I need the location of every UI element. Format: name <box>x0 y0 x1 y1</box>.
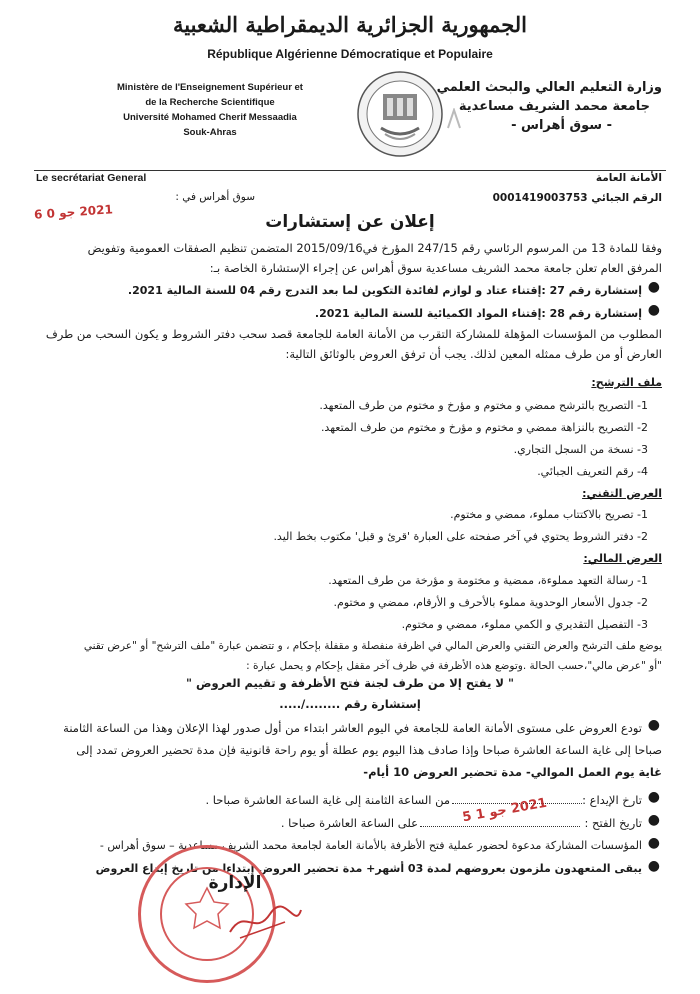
envelope-quote: " لا يفتح إلا من طرف لجنة فتح الأظرفة و تقييم العروض " <box>186 676 514 690</box>
list-item: 4- رقم التعريف الجبائي. <box>537 465 648 478</box>
section-financial-title: العرض المالي: <box>583 552 662 565</box>
header-divider <box>34 170 666 171</box>
date-stamp: 2021 جو 0 6 <box>33 202 114 222</box>
bullet-icon: ● <box>647 835 660 851</box>
invitation-line: المؤسسات المشاركة مدعوة لحضور عملية فتح الأظرفة بالأمانة العامة لجامعة محمد الشريف مساعدية – سوق أهراس - <box>99 839 642 852</box>
consultation-28: إستشارة رقم 28 :إقتناء المواد الكميائية للسنة المالية 2021. <box>314 307 642 320</box>
list-item: 3- التفصيل التقديري و الكمي مملوء، ممضي و مختوم. <box>401 618 648 631</box>
intro-line-1: وفقا للمادة 13 من المرسوم الرئاسي رقم 247/15 المؤرخ في2015/09/16 المتضمن تنظيم الصفقات العمومية وتفويض <box>87 241 662 255</box>
validity-line: يبقى المتعهدون ملزمون بعروضهم لمدة 03 أشهر+ مدة تحضير العروض إبتداءا من تاريخ إيداع العروض <box>95 862 642 875</box>
envelope-line-2: "أو "عرض مالي"،حسب الحالة .وتوضع هذه الأظرفة في ظرف آخر مقفل بإحكام و يحمل عبارة : <box>246 660 662 672</box>
bullet-icon: ● <box>647 302 660 318</box>
secretariat-ar: الأمانة العامة <box>595 172 662 184</box>
bullet-icon: ● <box>647 858 660 874</box>
header-right-line-2: جامعة محمد الشريف مساعدية <box>458 99 650 114</box>
deposit-line-3: غاية يوم العمل الموالي- مدة تحضير العروض 10 أيام- <box>363 765 662 779</box>
header-left-line-1: Ministère de l'Enseignement Supérieur et <box>117 82 303 93</box>
bullet-icon: ● <box>647 812 660 828</box>
bullet-icon: ● <box>647 789 660 805</box>
header-right-line-1: وزارة التعليم العالي والبحث العلمي <box>436 80 662 95</box>
requirement-line-1: المطلوب من المؤسسات المؤهلة للمشاركة التقرب من الأمانة العامة للجامعة قصد سحب دفتر الشروط و يكون السحب من طرف <box>45 327 662 341</box>
header-left-line-2: de la Recherche Scientifique <box>145 97 275 108</box>
deposit-date-stamp: 2021 جو 1 5 <box>461 795 549 826</box>
list-item: 1- رسالة التعهد مملوءة، ممضية و مختومة و مؤرخة من طرف المتعهد. <box>328 574 648 587</box>
header-right-line-3: - سوق أهراس - <box>511 118 612 133</box>
consultation-number-placeholder: إستشارة رقم ......../..... <box>279 697 421 711</box>
secretariat-fr: Le secrétariat General <box>36 172 147 184</box>
deposit-date-label: تارخ الإيداع : <box>582 793 642 807</box>
requirement-line-2: العارض أو من طرف ممثله المعين لذلك. يجب أن ترفق العروض بالوثائق التالية: <box>285 347 662 361</box>
republic-title-fr: République Algérienne Démocratique et Populaire <box>207 47 493 61</box>
list-item: 3- نسخة من السجل التجاري. <box>513 443 648 456</box>
deposit-line-1: تودع العروض على مستوى الأمانة العامة للجامعة في اليوم العاشر ابتداء من أول صدور لهذا الإعلان وهذا من الساعة الثامنة <box>63 721 642 735</box>
list-item: 2- دفتر الشروط يحتوي في آخر صفحته على العبارة 'قرئ و قبل' مكتوب بخط اليد. <box>273 530 648 543</box>
opening-time: على الساعة العاشرة صباحا . <box>280 816 418 830</box>
list-item: 1- تصريح بالاكتتاب مملوء، ممضي و مختوم. <box>450 508 648 521</box>
notice-title: إعلان عن إستشارات <box>265 212 435 232</box>
intro-line-2: المرفق العام تعلن جامعة محمد الشريف مساعدية سوق أهراس عن إجراء الإستشارة الخاصة بـ: <box>209 261 662 275</box>
bullet-icon: ● <box>647 717 660 733</box>
place-date: سوق أهراس في : <box>175 191 255 203</box>
header-left-line-4: Souk-Ahras <box>183 127 237 138</box>
republic-title-ar: الجمهورية الجزائرية الديمقراطية الشعبية <box>172 12 527 37</box>
list-item: 2- التصريح بالنزاهة ممضي و مختوم و مؤرخ و مختوم من طرف المتعهد. <box>320 421 648 434</box>
opening-date-field <box>420 826 580 827</box>
opening-date-label: تاريخ الفتح : <box>584 816 642 830</box>
handwritten-signature <box>225 902 305 942</box>
ministry-block-ar <box>412 78 662 135</box>
envelope-line-1: يوضع ملف الترشح والعرض التقني والعرض المالي في اظرفة منفصلة و مقفلة بإحكام ، و تتضمن عبارة "ملف الترشح" أو "عرض تقني <box>83 640 662 652</box>
deposit-line-2: صباحا إلى غاية الساعة العاشرة صباحا وإذا صادف هذا اليوم يوم عطلة أو يوم راحة قانونية فإن مدة تحضير العروض تمدد إلى <box>76 743 662 757</box>
signature-title: الإدارة <box>208 873 262 893</box>
bullet-icon: ● <box>647 279 660 295</box>
ministry-block-fr <box>100 80 320 140</box>
deposit-time: من الساعة الثامنة إلى غاية الساعة العاشرة صباحا . <box>205 793 450 807</box>
list-item: 2- جدول الأسعار الوحدوية مملوء بالأحرف و الأرقام، ممضي و مختوم. <box>333 596 648 609</box>
consultation-27: إستشارة رقم 27 :إقتناء عتاد و لوازم لفائدة التكوين لما بعد التدرج رقم 04 للسنة المالية 2021. <box>127 284 642 297</box>
header-left-line-3: Université Mohamed Cherif Messaadia <box>123 112 297 123</box>
section-candidacy-title: ملف الترشح: <box>591 376 662 389</box>
fiscal-number: الرقم الجبائي 0001419003753 <box>492 192 662 204</box>
section-technical-title: العرض التقني: <box>582 487 662 500</box>
list-item: 1- التصريح بالترشح ممضي و مختوم و مؤرخ و مختوم من طرف المتعهد. <box>319 399 648 412</box>
